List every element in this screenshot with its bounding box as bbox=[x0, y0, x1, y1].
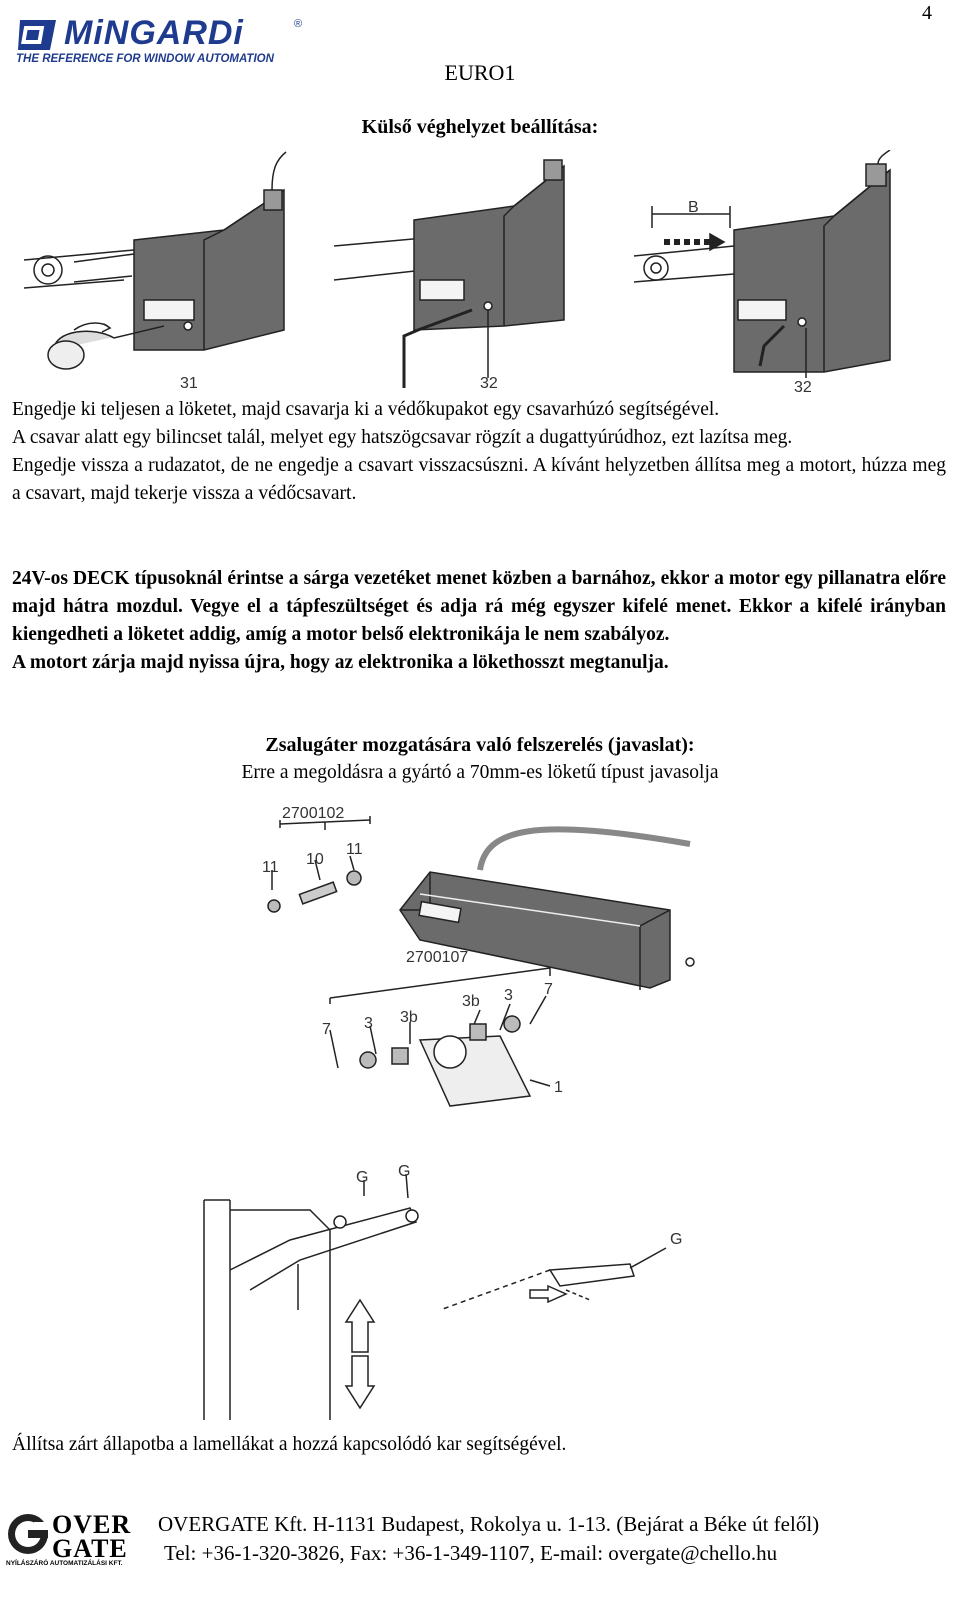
instruction-paragraph-1: Engedje ki teljesen a löketet, majd csavarja ki a védőkupakot egy csavarhúzó segítségével. bbox=[12, 399, 720, 420]
figure-label-b: B bbox=[688, 199, 699, 216]
overgate-logo-sub: NYÍLÁSZÁRÓ AUTOMATIZÁLÁSI KFT. bbox=[6, 1560, 123, 1567]
shutter-lever-figure bbox=[190, 1160, 730, 1430]
instruction-paragraph-3: Engedje vissza a rudazatot, de ne engedje a csavart visszacsúszni. A kívánt helyzetben állítsa meg a motort, húzza meg a csavart, majd tekerje vissza a védőcsavart. bbox=[12, 455, 946, 504]
limit-adjust-figure bbox=[14, 150, 934, 396]
kit1-part-11b: 11 bbox=[346, 841, 363, 858]
deck-paragraph-2: A motort zárja majd nyissa újra, hogy az elektronika a lökethosszt megtanulja. bbox=[12, 652, 669, 673]
kit2-part-3a: 3 bbox=[364, 1015, 373, 1032]
deck-instruction-text bbox=[12, 565, 946, 677]
kit2-part-3b-a: 3b bbox=[400, 1009, 418, 1026]
figure-label-g2: G bbox=[398, 1163, 411, 1180]
kit1-part-10: 10 bbox=[306, 851, 324, 868]
kit2-part-7a: 7 bbox=[322, 1021, 331, 1038]
section-title-shutter: Zsalugáter mozgatására való felszerelés (javaslat): bbox=[265, 734, 695, 756]
kit2-part-3b: 3 bbox=[504, 987, 513, 1004]
registered-mark: ® bbox=[294, 18, 303, 30]
lamella-caption: Állítsa zárt állapotba a lamellákat a hozzá kapcsolódó kar segítségével. bbox=[12, 1434, 567, 1455]
instruction-paragraph-2: A csavar alatt egy bilincset talál, melyet egy hatszögcsavar rögzít a dugattyúrúdhoz, ezt lazítsa meg. bbox=[12, 427, 793, 448]
instruction-text bbox=[12, 396, 946, 508]
kit2-part-7b: 7 bbox=[544, 981, 553, 998]
figure-label-32a: 32 bbox=[480, 375, 498, 392]
figure-label-g3: G bbox=[670, 1231, 683, 1248]
mounting-kit-figure bbox=[250, 800, 730, 1120]
mingardi-logo bbox=[16, 14, 306, 66]
figure-label-32b: 32 bbox=[794, 379, 812, 396]
brand-tagline: THE REFERENCE FOR WINDOW AUTOMATION bbox=[16, 53, 274, 65]
model-name: EURO1 bbox=[444, 60, 516, 85]
footer-contact: Tel: +36-1-320-3826, Fax: +36-1-349-1107, E-mail: overgate@chello.hu bbox=[164, 1541, 778, 1565]
kit-label-2700102: 2700102 bbox=[282, 805, 345, 822]
overgate-g-icon bbox=[6, 1512, 50, 1556]
brand-name: MiNGARDi bbox=[64, 14, 244, 52]
kit2-part-3b-b: 3b bbox=[462, 993, 480, 1010]
figure-label-31: 31 bbox=[180, 375, 198, 392]
overgate-logo bbox=[6, 1510, 136, 1602]
mingardi-emblem-icon bbox=[16, 16, 60, 54]
page-number: 4 bbox=[922, 2, 932, 24]
overgate-logo-top: OVER bbox=[52, 1510, 132, 1539]
overgate-logo-bottom: GATE bbox=[52, 1534, 128, 1563]
deck-paragraph-1: 24V-os DECK típusoknál érintse a sárga vezetéket menet közben a barnához, ekkor a motor egy pillanatra előre majd hátra mozdul. Vegye el a tápfeszültséget és adja rá még egyszer kifelé menet. Ekkor a kifelé irányban kiengedheti a löketet addig, amíg a motor belső elektronikája le nem szabályoz. bbox=[12, 568, 946, 645]
kit-label-2700107: 2700107 bbox=[406, 949, 469, 966]
section-subtitle-shutter: Erre a megoldásra a gyártó a 70mm-es löketű típust javasolja bbox=[241, 762, 719, 783]
figure-label-g1: G bbox=[356, 1169, 369, 1186]
footer-address: OVERGATE Kft. H-1131 Budapest, Rokolya u. 1-13. (Bejárat a Béke út felől) bbox=[158, 1512, 820, 1536]
section-title-limit: Külső véghelyzet beállítása: bbox=[361, 116, 599, 138]
kit1-part-11a: 11 bbox=[262, 859, 279, 876]
kit2-part-1: 1 bbox=[554, 1079, 563, 1096]
